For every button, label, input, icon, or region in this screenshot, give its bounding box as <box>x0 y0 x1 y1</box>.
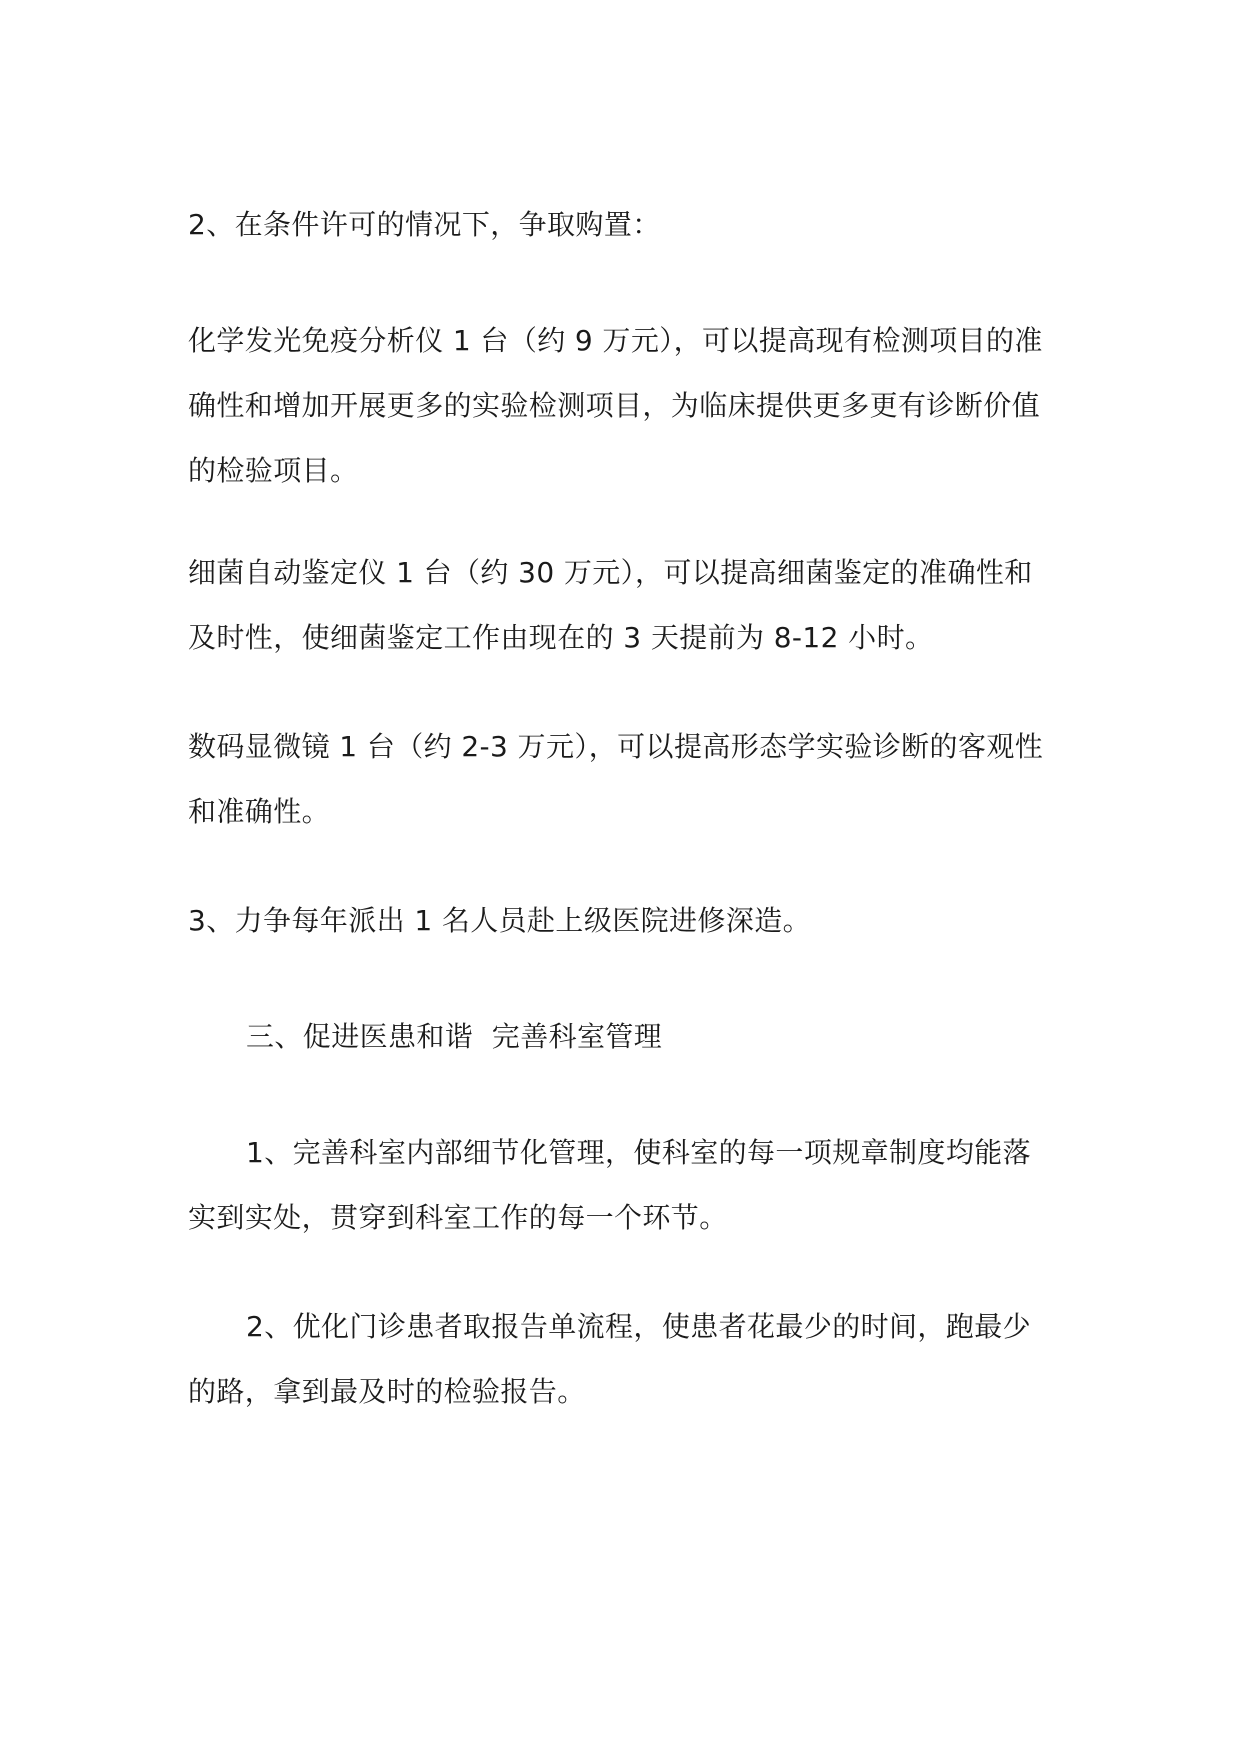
text-line: 1、完善科室内部细节化管理，使科室的每一项规章制度均能落 <box>246 1136 1032 1169</box>
text-line: 及时性，使细菌鉴定工作由现在的 3 天提前为 8-12 小时。 <box>188 621 934 654</box>
paragraph-digital-microscope <box>188 714 1058 844</box>
text-line: 确性和增加开展更多的实验检测项目，为临床提供更多更有诊断价值 <box>188 389 1041 422</box>
paragraph-item-2-purchase <box>188 192 1058 257</box>
paragraph-section-3-item-2 <box>188 1294 1058 1424</box>
text-line: 的检验项目。 <box>188 454 359 487</box>
text-line: 三、促进医患和谐 完善科室管理 <box>246 1020 663 1053</box>
paragraph-item-3-training <box>188 888 1058 953</box>
text-line: 3、力争每年派出 1 名人员赴上级医院进修深造。 <box>188 904 812 937</box>
text-line: 化学发光免疫分析仪 1 台（约 9 万元），可以提高现有检测项目的准 <box>188 324 1043 357</box>
text-line: 数码显微镜 1 台（约 2-3 万元），可以提高形态学实验诊断的客观性 <box>188 730 1044 763</box>
text-line: 实到实处，贯穿到科室工作的每一个环节。 <box>188 1201 728 1234</box>
text-line: 和准确性。 <box>188 795 331 828</box>
text-line: 细菌自动鉴定仪 1 台（约 30 万元），可以提高细菌鉴定的准确性和 <box>188 556 1033 589</box>
section-heading <box>188 1004 1058 1069</box>
paragraph-chemiluminescence-analyzer <box>188 308 1058 503</box>
text-line: 2、优化门诊患者取报告单流程，使患者花最少的时间，跑最少 <box>246 1310 1032 1343</box>
paragraph-bacteria-identifier <box>188 540 1058 670</box>
text-line: 2、在条件许可的情况下，争取购置： <box>188 208 661 241</box>
text-line: 的路，拿到最及时的检验报告。 <box>188 1375 586 1408</box>
paragraph-section-3-item-1 <box>188 1120 1058 1250</box>
